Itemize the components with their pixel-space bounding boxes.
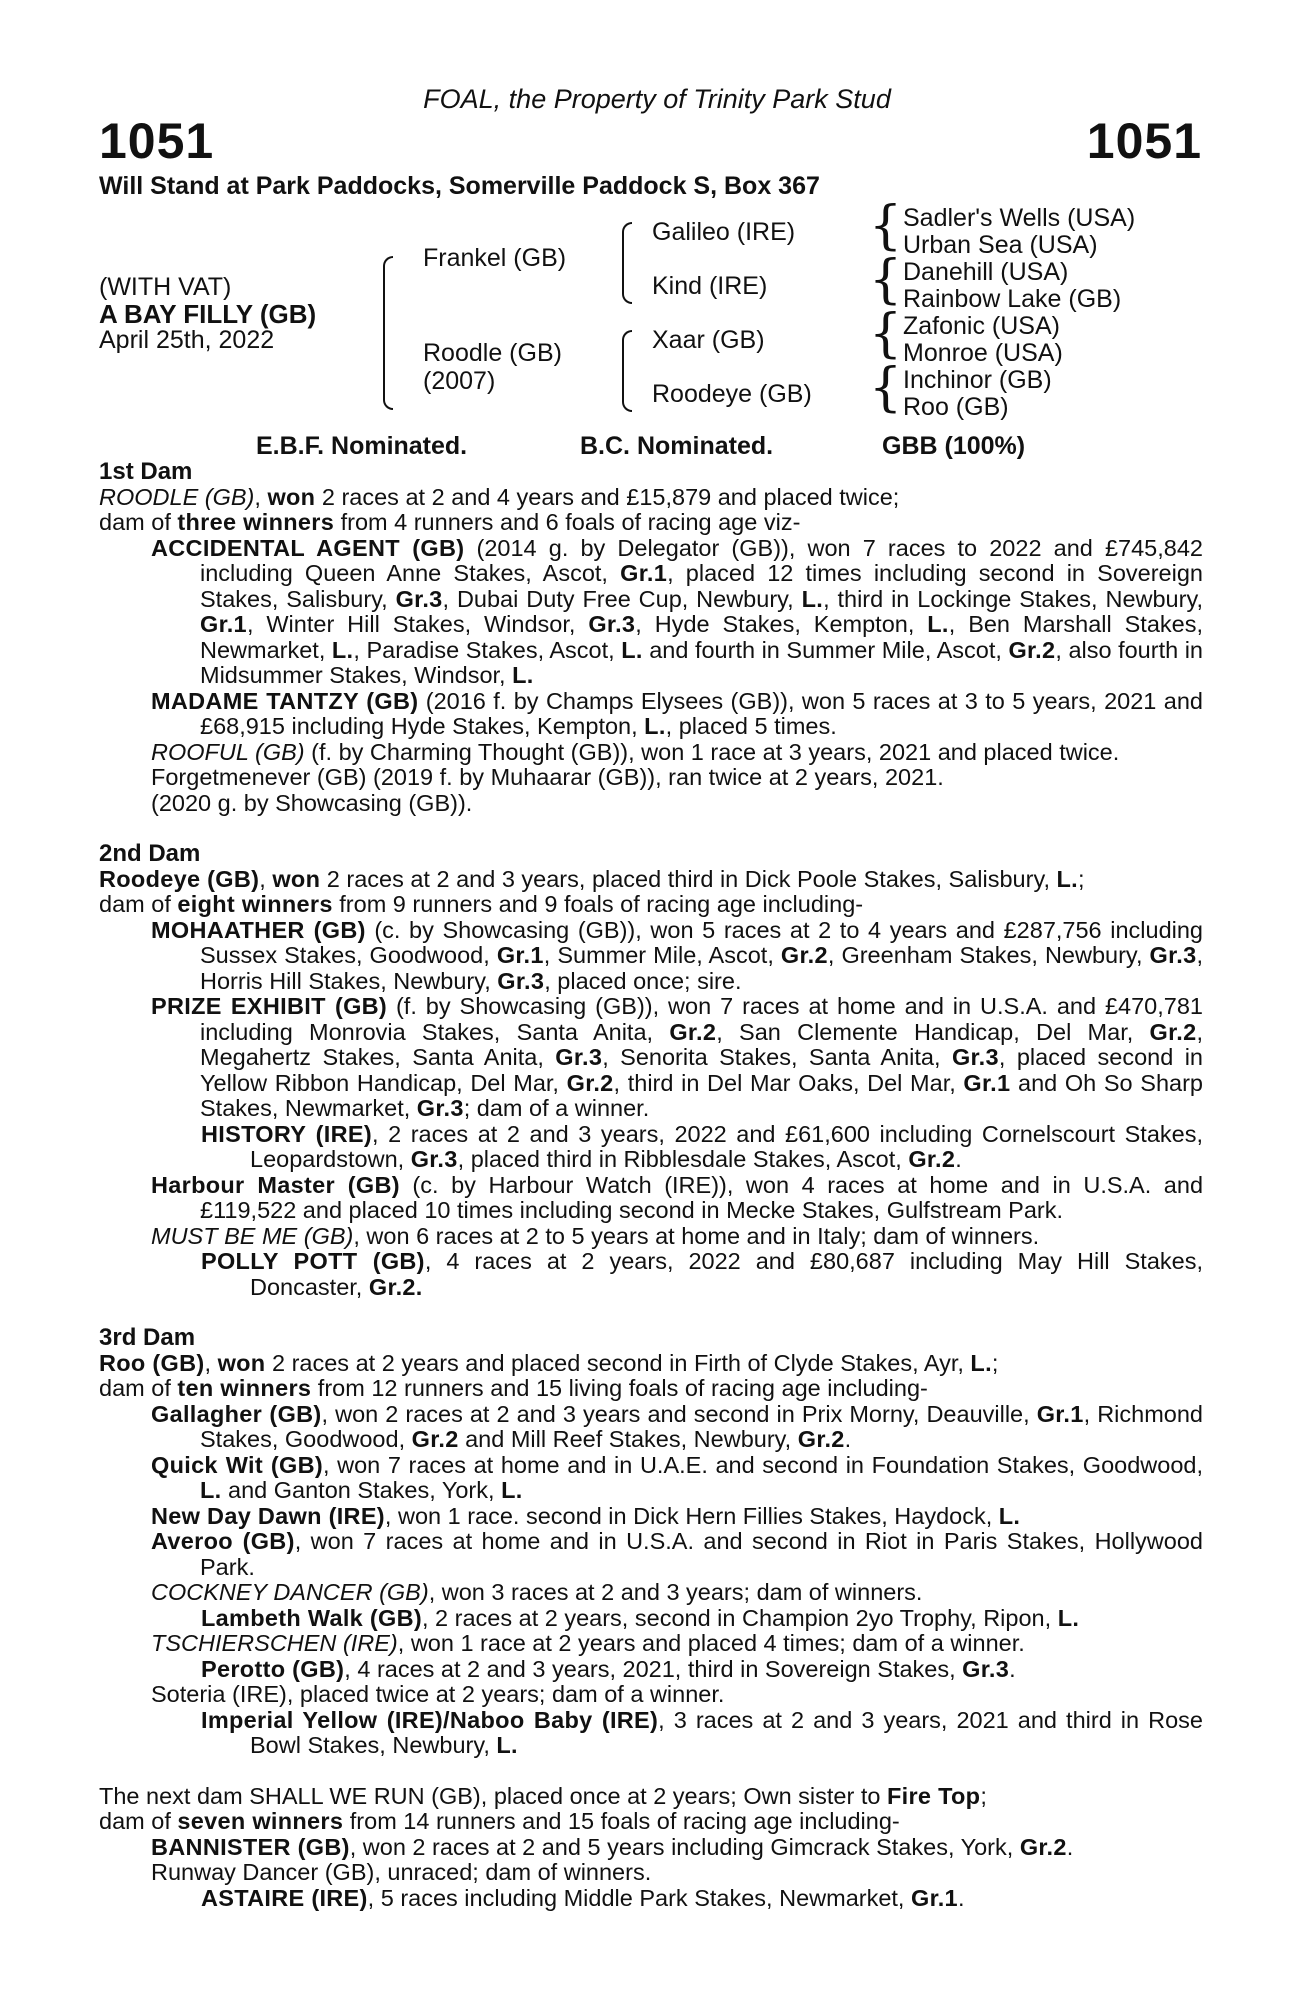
- gen3-4: Rainbow Lake (GB): [903, 285, 1122, 313]
- brace-2: {: [869, 250, 903, 310]
- third-dam-summary: dam of ten winners from 12 runners and 15 living foals of racing age including-: [99, 1375, 928, 1401]
- gen3-5: Zafonic (USA): [903, 312, 1060, 340]
- third-dam-entry-1: Gallagher (GB), won 2 races at 2 and 3 years and second in Prix Morny, Deauville, Gr.1, Richmond Stakes, Goodwood, Gr.2 and Mill Reef Stakes, Newbury, Gr.2.: [151, 1400, 1204, 1452]
- second-dam-entry-5: MUST BE ME (GB), won 6 races at 2 to 5 years at home and in Italy; dam of winners.: [151, 1222, 1040, 1249]
- third-dam-heading: 3rd Dam: [99, 1324, 196, 1351]
- second-dam-entry-1: MOHAATHER (GB) (c. by Showcasing (GB)), won 5 races at 2 to 4 years and £287,756 including Sussex Stakes, Goodwood, Gr.1, Summer Mile, Ascot, Gr.2, Greenham Stakes, Newbury, Gr.3, Horris Hill Stakes, Newbury, Gr.3, placed once; sire.: [151, 916, 1204, 994]
- second-dam-entry-3: HISTORY (IRE), 2 races at 2 and 3 years, 2022 and £61,600 including Cornelscourt Stakes, Leopardstown, Gr.3, placed third in Ribblesdale Stakes, Ascot, Gr.2.: [201, 1120, 1203, 1172]
- third-dam-entry-4: Averoo (GB), won 7 races at home and in U.S.A. and second in Riot in Paris Stakes, Hollywood Park.: [151, 1528, 1203, 1580]
- horse-name: A BAY FILLY (GB): [99, 299, 317, 329]
- gen3-6: Monroe (USA): [903, 339, 1063, 367]
- gbb-rating: GBB (100%): [882, 432, 1026, 460]
- next-dam-intro: The next dam SHALL WE RUN (GB), placed once at 2 years; Own sister to Fire Top;: [99, 1782, 987, 1809]
- brace-4: {: [869, 358, 903, 418]
- next-dam-entry-1: BANNISTER (GB), won 2 races at 2 and 5 years including Gimcrack Stakes, York, Gr.2.: [151, 1833, 1074, 1860]
- foaled-date: April 25th, 2022: [99, 326, 275, 354]
- gen3-7: Inchinor (GB): [903, 366, 1052, 394]
- second-dam-entry-4: Harbour Master (GB) (c. by Harbour Watch (IRE)), won 4 races at home and in U.S.A. and £119,522 and placed 10 times including second in Mecke Stakes, Gulfstream Park.: [151, 1171, 1204, 1223]
- second-dam-entry-6: POLLY POTT (GB), 4 races at 2 years, 2022 and £80,687 including May Hill Stakes, Doncaster, Gr.2.: [201, 1248, 1203, 1300]
- first-dam-intro: ROODLE (GB), won 2 races at 2 and 4 years and £15,879 and placed twice;: [99, 483, 900, 510]
- dam-name: Roodle (GB): [423, 339, 562, 367]
- second-dam-entry-2: PRIZE EXHIBIT (GB) (f. by Showcasing (GB)), won 7 races at home and in U.S.A. and £470,781 including Monrovia Stakes, Santa Anita, Gr.2, San Clemente Handicap, Del Mar, Gr.2, Megahertz Stakes, Santa Anita, Gr.3, Senorita Stakes, Santa Anita, Gr.3, placed second in Yellow Ribbon Handicap, Del Mar, Gr.2, third in Del Mar Oaks, Del Mar, Gr.1 and Oh So Sharp Stakes, Newmarket, Gr.3; dam of a winner.: [151, 993, 1203, 1121]
- third-dam-entry-9: Soteria (IRE), placed twice at 2 years; dam of a winner.: [151, 1681, 725, 1707]
- second-dam-heading: 2nd Dam: [99, 840, 201, 867]
- gen3-8: Roo (GB): [903, 393, 1009, 421]
- next-dam-entry-3: ASTAIRE (IRE), 5 races including Middle Park Stakes, Newmarket, Gr.1.: [201, 1884, 965, 1911]
- first-dam-entry-2: MADAME TANTZY (GB) (2016 f. by Champs Elysees (GB)), won 5 races at 3 to 5 years, 2021 and £68,915 including Hyde Stakes, Kempton, L., placed 5 times.: [151, 687, 1203, 739]
- bracket-dam: [622, 330, 632, 412]
- gen2-galileo: Galileo (IRE): [652, 218, 796, 246]
- third-dam-entry-5: COCKNEY DANCER (GB), won 3 races at 2 and 3 years; dam of winners.: [151, 1579, 923, 1605]
- brace-3: {: [869, 304, 903, 364]
- page-subtitle: FOAL, the Property of Trinity Park Stud: [423, 84, 891, 114]
- gen2-kind: Kind (IRE): [652, 272, 768, 300]
- gen3-2: Urban Sea (USA): [903, 231, 1098, 259]
- gen2-xaar: Xaar (GB): [652, 326, 765, 354]
- gen3-1: Sadler's Wells (USA): [903, 204, 1136, 232]
- second-dam-intro: Roodeye (GB), won 2 races at 2 and 3 years, placed third in Dick Poole Stakes, Salisbury, L.;: [99, 865, 1085, 892]
- produce-record: [99, 459, 1203, 1911]
- dam-year: (2007): [423, 367, 496, 395]
- first-dam-entry-3: ROOFUL (GB) (f. by Charming Thought (GB)), won 1 race at 3 years, 2021 and placed twice.: [151, 738, 1120, 765]
- third-dam-entry-6: Lambeth Walk (GB), 2 races at 2 years, second in Champion 2yo Trophy, Ripon, L.: [201, 1604, 1080, 1631]
- first-dam-entry-1: ACCIDENTAL AGENT (GB) (2014 g. by Delegator (GB)), won 7 races to 2022 and £745,842 including Queen Anne Stakes, Ascot, Gr.1, placed 12 times including second in Sovereign Stakes, Salisbury, Gr.3, Dubai Duty Free Cup, Newbury, L., third in Lockinge Stakes, Newbury, Gr.1, Winter Hill Stakes, Windsor, Gr.3, Hyde Stakes, Kempton, L., Ben Marshall Stakes, Newmarket, L., Paradise Stakes, Ascot, L. and fourth in Summer Mile, Ascot, Gr.2, also fourth in Midsummer Stakes, Windsor, L.: [151, 534, 1204, 688]
- vat-note: (WITH VAT): [99, 273, 232, 301]
- third-dam-entry-2: Quick Wit (GB), won 7 races at home and in U.A.E. and second in Foundation Stakes, Goodwood, L. and Ganton Stakes, York, L.: [151, 1451, 1203, 1503]
- gen3-3: Danehill (USA): [903, 258, 1069, 286]
- brace-1: {: [869, 196, 903, 256]
- bracket-horse: [383, 256, 393, 410]
- third-dam-entry-8: Perotto (GB), 4 races at 2 and 3 years, 2021, third in Sovereign Stakes, Gr.3.: [201, 1655, 1016, 1682]
- stand-location: Will Stand at Park Paddocks, Somerville Paddock S, Box 367: [99, 172, 820, 200]
- first-dam-heading: 1st Dam: [99, 458, 193, 485]
- lot-number-left: 1051: [99, 113, 215, 169]
- gen2-roodeye: Roodeye (GB): [652, 380, 812, 408]
- first-dam-entry-5: (2020 g. by Showcasing (GB)).: [151, 789, 473, 816]
- next-dam-summary: dam of seven winners from 14 runners and 15 foals of racing age including-: [99, 1808, 900, 1834]
- sire-name: Frankel (GB): [423, 244, 567, 272]
- bc-nomination: B.C. Nominated.: [580, 432, 774, 460]
- third-dam-entry-7: TSCHIERSCHEN (IRE), won 1 race at 2 years and placed 4 times; dam of a winner.: [151, 1630, 1025, 1656]
- third-dam-intro: Roo (GB), won 2 races at 2 years and placed second in Firth of Clyde Stakes, Ayr, L.;: [99, 1349, 999, 1376]
- first-dam-summary: dam of three winners from 4 runners and 6 foals of racing age viz-: [99, 509, 801, 535]
- third-dam-entry-3: New Day Dawn (IRE), won 1 race. second in Dick Hern Fillies Stakes, Haydock, L.: [151, 1502, 1021, 1529]
- next-dam-entry-2: Runway Dancer (GB), unraced; dam of winners.: [151, 1859, 652, 1885]
- second-dam-summary: dam of eight winners from 9 runners and 9 foals of racing age including-: [99, 891, 864, 917]
- lot-number-right: 1051: [1086, 113, 1202, 169]
- third-dam-entry-10: Imperial Yellow (IRE)/Naboo Baby (IRE), 3 races at 2 and 3 years, 2021 and third in Rose Bowl Stakes, Newbury, L.: [201, 1706, 1203, 1758]
- bracket-sire: [622, 222, 632, 304]
- ebf-nomination: E.B.F. Nominated.: [256, 432, 468, 460]
- first-dam-entry-4: Forgetmenever (GB) (2019 f. by Muhaarar (GB)), ran twice at 2 years, 2021.: [151, 764, 944, 790]
